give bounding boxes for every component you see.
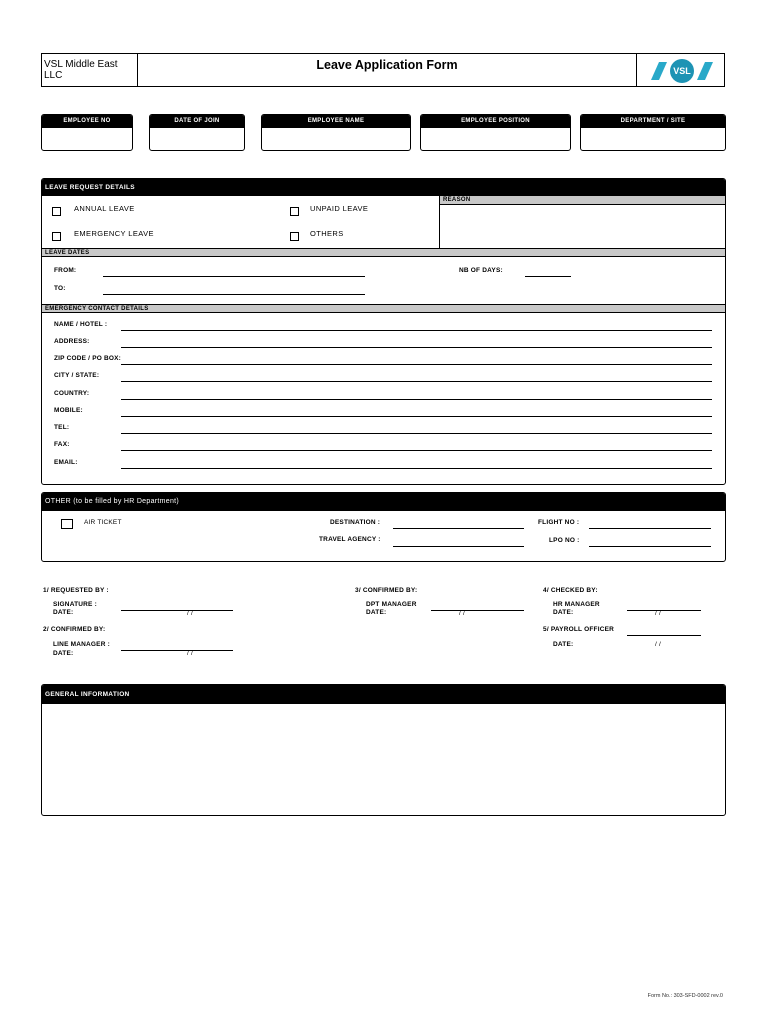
lpo-no-label: LPO NO : [549,537,580,544]
dpt-manager-label: DPT MANAGER [366,601,417,608]
other-section [41,492,726,562]
dpt-manager-date-label: DATE: [366,609,387,616]
to-label: TO: [54,285,66,292]
zip-code-input[interactable] [121,364,712,365]
annual-leave-checkbox[interactable] [52,207,61,216]
other-heading: OTHER (to be filled by HR Department) [42,493,725,511]
fax-input[interactable] [121,450,712,451]
to-date-input[interactable] [103,294,365,295]
company-name: VSL Middle East LLC [42,54,138,86]
line-manager-date-label: DATE: [53,650,74,657]
name-hotel-label: NAME / HOTEL : [54,321,108,328]
hr-manager-date-label: DATE: [553,609,574,616]
confirmed-by-3-label: 3/ CONFIRMED BY: [355,587,418,594]
destination-label: DESTINATION : [330,519,381,526]
employee-name-label: EMPLOYEE NAME [262,115,410,128]
confirmed-by-2-label: 2/ CONFIRMED BY: [43,626,106,633]
unpaid-leave-label: UNPAID LEAVE [310,204,369,213]
city-state-input[interactable] [121,381,712,382]
email-input[interactable] [121,468,712,469]
flight-no-label: FLIGHT NO : [538,519,580,526]
emergency-leave-label: EMERGENCY LEAVE [74,229,154,238]
hr-manager-input[interactable] [627,610,701,611]
employee-name-field[interactable] [261,114,411,151]
line-manager-date-slashes: / / [187,650,194,657]
department-site-field[interactable] [580,114,726,151]
from-date-input[interactable] [103,276,365,277]
reason-label: REASON [440,196,726,205]
leave-request-heading: LEAVE REQUEST DETAILS [42,179,725,196]
address-input[interactable] [121,347,712,348]
general-information-section[interactable] [41,684,726,816]
date-of-join-label: DATE OF JOIN [150,115,244,128]
signature-input[interactable] [121,610,233,611]
line-manager-input[interactable] [121,650,233,651]
nb-of-days-input[interactable] [525,276,571,277]
general-information-heading: GENERAL INFORMATION [42,685,725,704]
from-label: FROM: [54,267,77,274]
air-ticket-label: AIR TICKET [84,519,122,526]
destination-input[interactable] [393,528,524,529]
line-manager-label: LINE MANAGER : [53,641,110,648]
leave-details-section [41,178,726,485]
country-input[interactable] [121,399,712,400]
form-number: Form No.: 303-SFD-0002 rev.0 [647,993,723,999]
svg-text:VSL: VSL [673,66,691,76]
flight-no-input[interactable] [589,528,711,529]
signature-label: SIGNATURE : [53,601,97,608]
tel-label: TEL: [54,424,70,431]
emergency-contact-heading: EMERGENCY CONTACT DETAILS [42,304,725,313]
air-ticket-checkbox[interactable] [61,519,73,529]
reason-field[interactable] [439,196,726,248]
requested-date-label: DATE: [53,609,74,616]
annual-leave-label: ANNUAL LEAVE [74,204,135,213]
country-label: COUNTRY: [54,390,90,397]
employee-position-field[interactable] [420,114,571,151]
travel-agency-label: TRAVEL AGENCY : [319,536,381,543]
payroll-date-slashes: / / [655,641,662,648]
form-title: Leave Application Form [316,58,458,72]
date-of-join-field[interactable] [149,114,245,151]
others-label: OTHERS [310,229,344,238]
name-hotel-input[interactable] [121,330,712,331]
nb-of-days-label: NB OF DAYS: [459,267,503,274]
address-label: ADDRESS: [54,338,90,345]
department-site-label: DEPARTMENT / SITE [581,115,725,128]
unpaid-leave-checkbox[interactable] [290,207,299,216]
lpo-no-input[interactable] [589,546,711,547]
payroll-officer-label: 5/ PAYROLL OFFICER [543,626,615,633]
leave-dates-heading: LEAVE DATES [42,248,725,257]
employee-no-label: EMPLOYEE NO [42,115,132,128]
requested-by-label: 1/ REQUESTED BY : [43,587,109,594]
mobile-label: MOBILE: [54,407,83,414]
travel-agency-input[interactable] [393,546,524,547]
payroll-date-label: DATE: [553,641,574,648]
vsl-logo-icon [637,54,723,86]
employee-no-field[interactable] [41,114,133,151]
dpt-manager-input[interactable] [431,610,524,611]
dpt-manager-date-slashes: / / [459,610,466,617]
city-state-label: CITY / STATE: [54,372,100,379]
hr-manager-label: HR MANAGER [553,601,600,608]
hr-manager-date-slashes: / / [655,610,662,617]
others-checkbox[interactable] [290,232,299,241]
form-header [41,53,725,87]
requested-date-slashes: / / [187,610,194,617]
mobile-input[interactable] [121,416,712,417]
emergency-leave-checkbox[interactable] [52,232,61,241]
zip-code-label: ZIP CODE / PO BOX: [54,355,122,362]
checked-by-label: 4/ CHECKED BY: [543,587,598,594]
vsl-logo [636,54,724,86]
email-label: EMAIL: [54,459,78,466]
payroll-officer-input[interactable] [627,635,701,636]
employee-position-label: EMPLOYEE POSITION [421,115,570,128]
fax-label: FAX: [54,441,70,448]
tel-input[interactable] [121,433,712,434]
